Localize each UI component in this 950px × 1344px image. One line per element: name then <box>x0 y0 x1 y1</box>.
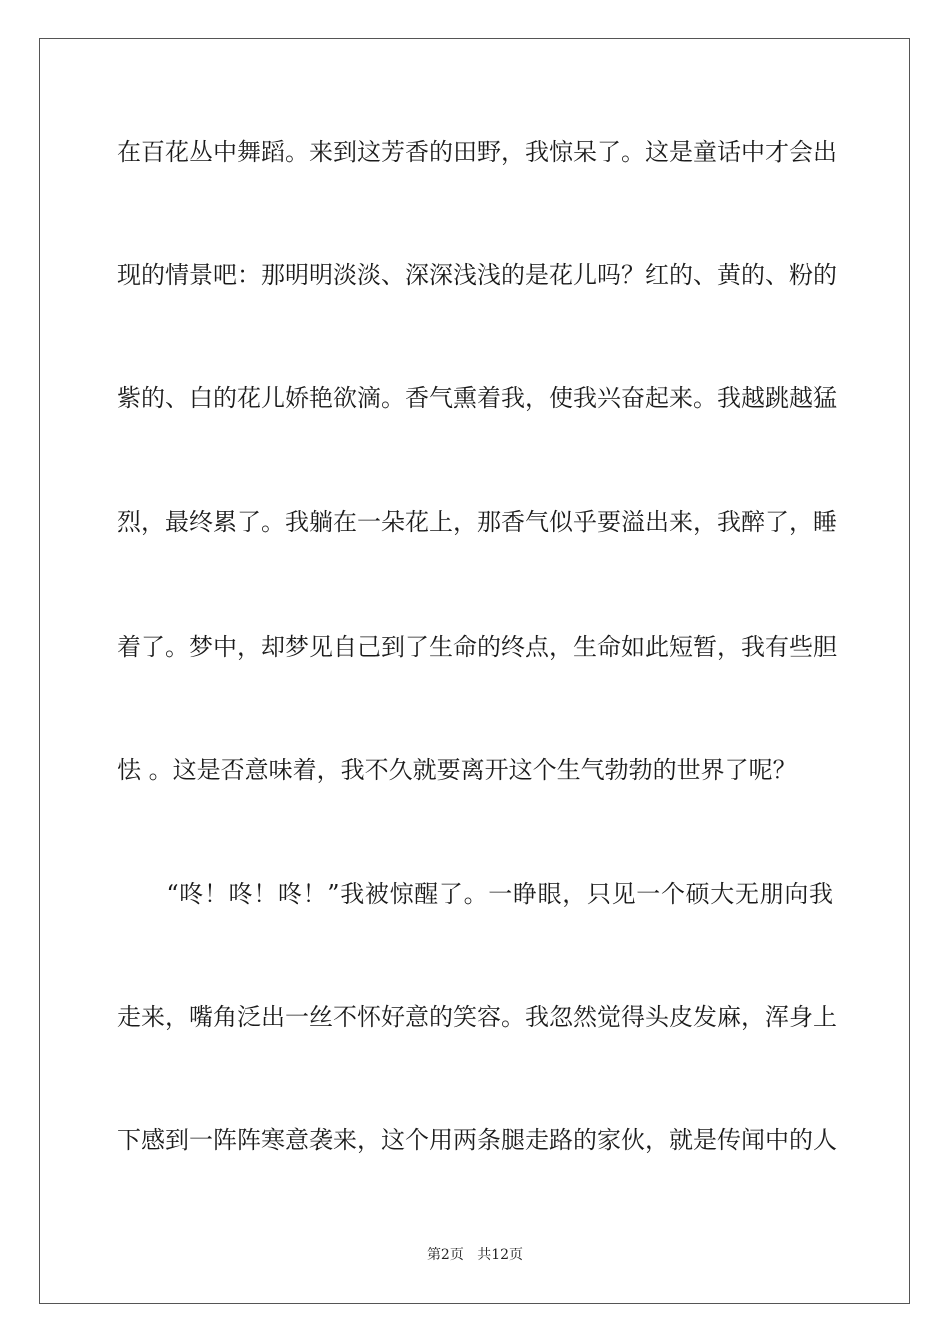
text-line: 烈，最终累了。我躺在一朵花上，那香气似乎要溢出来，我醉了，睡 <box>117 508 837 536</box>
text-line: 紫的、白的花儿娇艳欲滴。香气熏着我，使我兴奋起来。我越跳越猛 <box>117 384 837 412</box>
text-line: 在百花丛中舞蹈。来到这芳香的田野，我惊呆了。这是童话中才会出 <box>117 138 837 166</box>
text-line: 现的情景吧：那明明淡淡、深深浅浅的是花儿吗？红的、黄的、粉的 <box>117 261 837 289</box>
text-line: 着了。梦中，却梦见自己到了生命的终点，生命如此短暂，我有些胆 <box>117 633 837 661</box>
text-line: 下感到一阵阵寒意袭来，这个用两条腿走路的家伙，就是传闻中的人 <box>117 1126 837 1154</box>
page-total: 共12页 <box>477 1247 524 1263</box>
page-number: 第2页 <box>426 1247 464 1263</box>
text-line: 怯 。这是否意味着，我不久就要离开这个生气勃勃的世界了呢？ <box>117 756 797 784</box>
page-border <box>39 38 910 1304</box>
text-line: “咚！咚！咚！”我被惊醒了。一睁眼，只见一个硕大无朋向我 <box>117 880 833 908</box>
text-line: 走来，嘴角泛出一丝不怀好意的笑容。我忽然觉得头皮发麻，浑身上 <box>117 1003 837 1031</box>
page-footer <box>0 1245 950 1265</box>
